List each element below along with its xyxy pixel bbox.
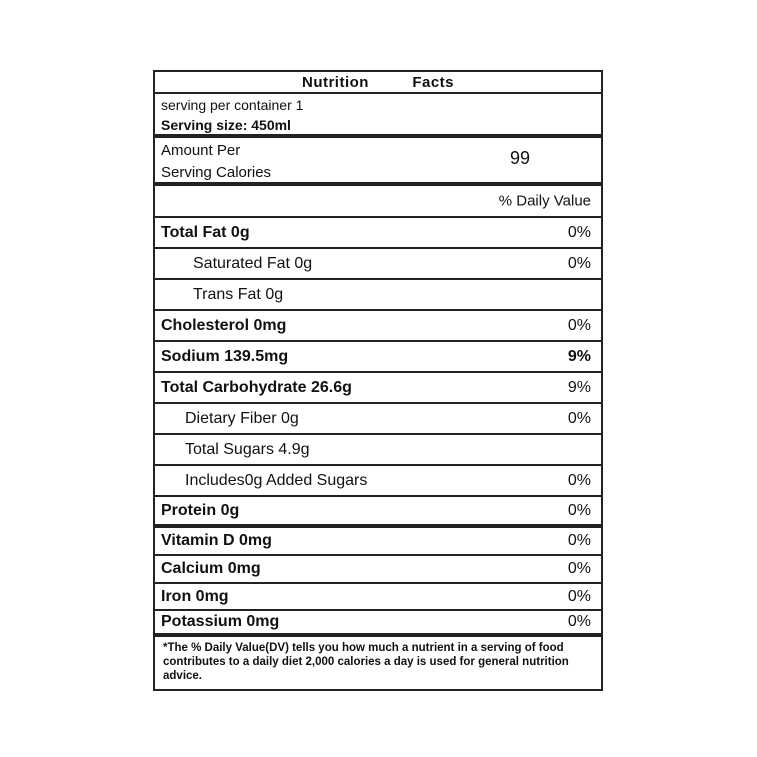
nutrient-row-total-fat <box>155 218 601 249</box>
nutrient-row-protein <box>155 497 601 528</box>
nutrient-row-added-sugars <box>155 466 601 497</box>
title-nutrition: Nutrition <box>301 74 369 91</box>
nutrient-name: Total Sugars 4.9g <box>185 440 310 458</box>
serving-size: Serving size: 450ml <box>161 117 291 133</box>
nutrient-name: Total Fat 0g <box>161 223 250 241</box>
nutrient-name: Cholesterol 0mg <box>161 316 287 334</box>
nutrient-row-total-sugars <box>155 435 601 466</box>
nutrient-row-sodium <box>155 342 601 373</box>
nutrient-row-trans-fat <box>155 280 601 311</box>
nutrient-row-potassium <box>155 611 601 637</box>
calories-section <box>155 138 601 186</box>
nutrient-dv: 9% <box>567 378 591 396</box>
nutrient-dv: 0% <box>567 409 591 427</box>
amount-per-label: Amount Per <box>161 142 241 159</box>
nutrient-row-vitamin-d <box>155 528 601 556</box>
daily-value-footnote: *The % Daily Value(DV) tells you how much a nutrient in a serving of food contributes to a daily diet 2,000 calories a day is used for general nutrition advice. <box>163 642 569 682</box>
nutrient-name: Calcium 0mg <box>161 560 261 577</box>
nutrient-dv: 0% <box>567 471 591 489</box>
nutrient-dv: 0% <box>567 532 591 549</box>
title-facts: Facts <box>412 74 454 91</box>
nutrient-name: Trans Fat 0g <box>193 285 284 303</box>
nutrient-dv: 0% <box>567 613 591 630</box>
nutrition-facts-label <box>153 70 603 691</box>
nutrient-name: Dietary Fiber 0g <box>185 409 299 427</box>
nutrient-name: Vitamin D 0mg <box>161 532 272 549</box>
nutrient-row-saturated-fat <box>155 249 601 280</box>
nutrient-dv: 0% <box>567 587 591 605</box>
nutrient-name: Sodium 139.5mg <box>161 347 289 365</box>
nutrient-name: Total Carbohydrate 26.6g <box>161 378 352 396</box>
nutrient-row-dietary-fiber <box>155 404 601 435</box>
calories-value: 99 <box>510 148 531 168</box>
serving-calories-label: Serving Calories <box>161 164 272 181</box>
nutrient-dv: 0% <box>567 254 591 272</box>
nutrient-name: Saturated Fat 0g <box>193 254 313 272</box>
nutrient-dv: 0% <box>567 560 591 577</box>
nutrient-row-iron <box>155 584 601 611</box>
nutrient-dv: 0% <box>567 501 591 519</box>
daily-value-header-text: % Daily Value <box>498 192 591 210</box>
nutrient-name: Iron 0mg <box>161 587 229 605</box>
nutrient-name: Potassium 0mg <box>161 613 280 630</box>
nutrient-dv: 0% <box>567 316 591 334</box>
nutrient-name: Includes0g Added Sugars <box>185 471 368 489</box>
serving-info <box>155 94 601 138</box>
nutrient-row-calcium <box>155 556 601 584</box>
nutrient-name: Protein 0g <box>161 501 240 519</box>
nutrient-dv: 0% <box>567 223 591 241</box>
servings-per-container: serving per container 1 <box>161 97 304 113</box>
nutrient-dv: 9% <box>567 347 591 365</box>
nutrient-row-total-carbohydrate <box>155 373 601 404</box>
nutrient-row-cholesterol <box>155 311 601 342</box>
label-title <box>155 72 601 94</box>
daily-value-header <box>155 186 601 218</box>
